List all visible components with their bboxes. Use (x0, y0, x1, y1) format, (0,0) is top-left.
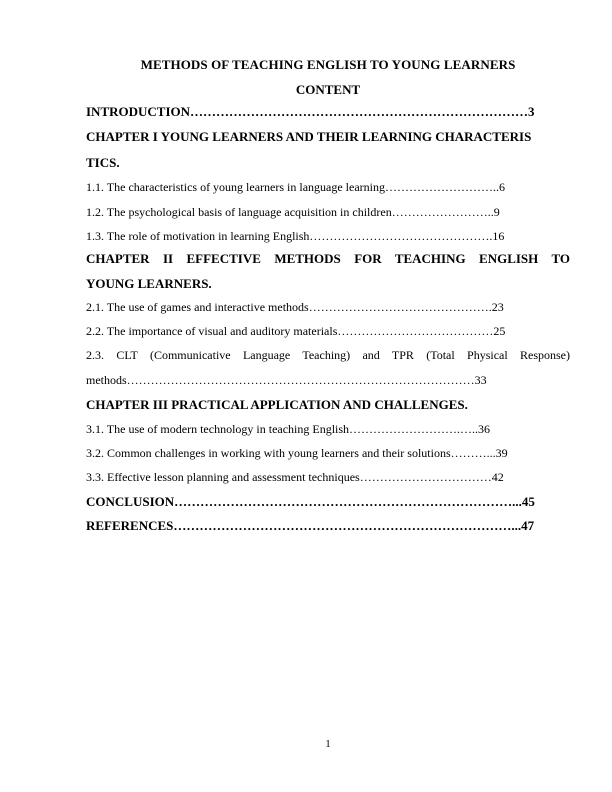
toc-chapter-2: CHAPTER II EFFECTIVE METHODS FOR TEACHING ENGLISH TO (86, 251, 570, 266)
toc-section-1-1: 1.1. The characteristics of young learners in language learning………………………..6 (86, 180, 505, 194)
toc-references: REFERENCES……………………………………………………………………...47 (86, 518, 535, 533)
toc-chapter-2-continued: YOUNG LEARNERS. (86, 276, 212, 291)
toc-section-1-3: 1.3. The role of motivation in learning English……………………………………….16 (86, 229, 505, 243)
page-number: 1 (325, 738, 331, 750)
toc-chapter-1-continued: TICS. (86, 155, 120, 170)
document-title: METHODS OF TEACHING ENGLISH TO YOUNG LEARNERS (140, 57, 516, 72)
toc-chapter-3: CHAPTER III PRACTICAL APPLICATION AND CHALLENGES. (86, 397, 468, 412)
toc-introduction: INTRODUCTION……………………………………………………………………3 (86, 104, 535, 119)
toc-section-2-3: 2.3. CLT (Communicative Language Teaching) and TPR (Total Physical Response) (86, 348, 570, 362)
toc-chapter-1: CHAPTER I YOUNG LEARNERS AND THEIR LEARNING CHARACTERIS (86, 129, 532, 144)
toc-section-2-1: 2.1. The use of games and interactive methods……………………………………….23 (86, 300, 504, 314)
content-heading: CONTENT (295, 82, 361, 97)
toc-section-3-3: 3.3. Effective lesson planning and assessment techniques……………………………42 (86, 470, 504, 484)
toc-section-2-2: 2.2. The importance of visual and auditory materials…………………………………25 (86, 324, 506, 338)
toc-section-1-2: 1.2. The psychological basis of language acquisition in children……………………..9 (86, 205, 500, 219)
toc-section-3-2: 3.2. Common challenges in working with young learners and their solutions………...39 (86, 446, 508, 460)
toc-section-2-3-continued: methods……………………………………………………………………………33 (86, 373, 487, 387)
document-page (86, 0, 570, 792)
toc-conclusion: CONCLUSION……………………………………………………………………...45 (86, 494, 535, 509)
toc-section-3-1: 3.1. The use of modern technology in teaching English……………………….…..36 (86, 422, 491, 436)
